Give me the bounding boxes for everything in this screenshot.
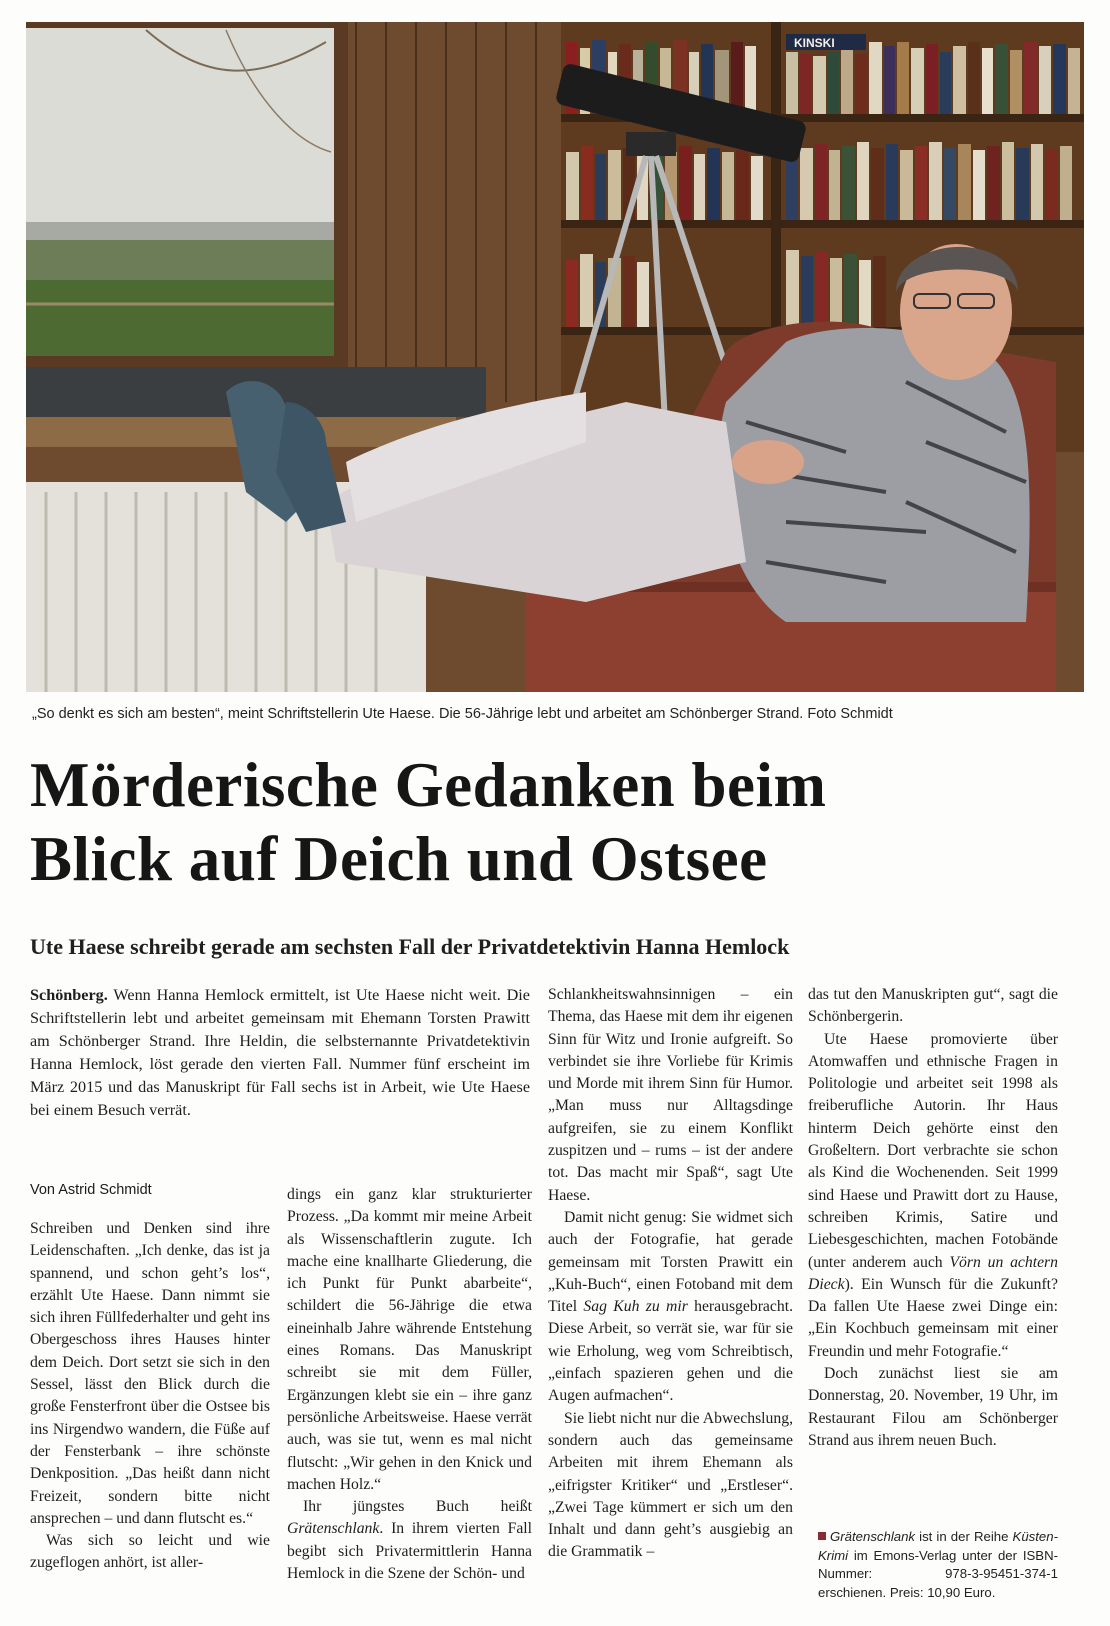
article-subheadline: Ute Haese schreibt gerade am sechsten Fall der Privatdetektivin Hanna Hemlock <box>30 934 790 959</box>
headline-line-2: Blick auf Deich und Ostsee <box>30 824 768 894</box>
book-info-box <box>818 1528 1058 1602</box>
text-column-3 <box>548 984 793 1564</box>
text-span: . In ihrem vierten Fall begibt sich Privatermittlerin Hanna Hemlock in die Szene der Schön- und <box>287 1520 532 1583</box>
book-title: Grätenschlank <box>287 1520 380 1538</box>
infobox-book-title: Grätenschlank <box>830 1529 916 1544</box>
paragraph <box>287 1496 532 1585</box>
article-headline <box>30 748 1090 896</box>
article-byline: Von Astrid Schmidt <box>30 1182 152 1198</box>
paragraph: Schlankheitswahnsinnigen – ein Thema, das Haese mit dem ihr eigenen Sinn für Witz und Ironie aufgreift. So verbindet sie ihre Vorliebe für Krimis und Morde mit ihrem Sinn für Humor. „Man muss nur Alltagsdinge aufgreifen, sie zu einem Konflikt zuspitzen und – rums – ist der andere tot. Das macht mir Spaß“, sagt Ute Haese. <box>548 986 793 1204</box>
article-lead <box>30 984 530 1122</box>
infobox-series: Küsten-Krimi <box>818 1529 1058 1563</box>
text-column-2 <box>287 1184 532 1585</box>
paragraph: das tut den Manuskripten gut“, sagt die Schönbergerin. <box>808 986 1058 1026</box>
paragraph <box>548 1207 793 1408</box>
text-span: im Emons-Verlag unter der ISBN-Nummer: 978-3-95451-374-1 erschienen. Preis: 10,90 Euro. <box>818 1547 1058 1600</box>
text-column-1 <box>30 1218 270 1575</box>
headline-line-1: Mörderische Gedanken beim <box>30 750 827 820</box>
lead-dateline: Schönberg. <box>30 986 108 1004</box>
lead-text: Wenn Hanna Hemlock ermittelt, ist Ute Haese nicht weit. Die Schriftstellerin lebt und arbeitet gemeinsam mit Ehemann Torsten Prawitt am Schönberger Strand. Ihre Heldin, die selbsternannte Privatdetektivin Hanna Hemlock, löst gerade den vierten Fall. Nummer fünf erscheint im März 2015 und das Manuskript für Fall sechs ist in Arbeit, wie Ute Haese bei einem Besuch verrät. <box>30 986 530 1119</box>
paragraph <box>808 1029 1058 1363</box>
paragraph: Schreiben und Denken sind ihre Leidenschaften. „Ich denke, das ist ja spannend, und schon geht’s los“, erzählt Ute Haese. Dann nimmt sie sich ihren Füllfederhalter und geht ins Obergeschoss ihres Hauses hinter dem Deich. Dort setzt sie sich in den Sessel, lässt den Blick durch die große Fensterfront über die Ostsee bis ins Nirgendwo wandern, die Füße auf der Fensterbank – ihre schönste Denkposition. „Das heißt dann nicht Freizeit, sondern bitte nicht ansprechen – und dann flutscht es.“ <box>30 1220 270 1527</box>
photo-caption: „So denkt es sich am besten“, meint Schriftstellerin Ute Haese. Die 56-Jährige lebt und arbeitet am Schönberger Strand. Foto Schmidt <box>32 706 893 722</box>
book-title: Vörn un achtern Dieck <box>808 1253 1058 1293</box>
text-span: Ihr jüngstes Buch heißt <box>303 1498 532 1516</box>
text-column-4 <box>808 984 1058 1452</box>
text-span: ). Ein Wunsch für die Zukunft? Da fallen Ute Haese zwei Dinge ein: „Ein Kochbuch gemeinsam mit einer Freundin und mehr Fotografie.“ <box>808 1275 1058 1360</box>
paragraph: Doch zunächst liest sie am Donnerstag, 20. November, 19 Uhr, im Restaurant Filou am Schönberger Strand aus ihrem neuen Buch. <box>808 1365 1058 1449</box>
paragraph: Was sich so leicht und wie zugeflogen anhört, ist aller- <box>30 1532 270 1572</box>
bullet-square-icon <box>818 1532 826 1540</box>
text-span: Ute Haese promovierte über Atomwaffen und ethnische Fragen in Politologie und arbeitet seit 1998 als freiberufliche Autorin. Ihr Haus hinterm Deich gehörte einst den Großeltern. Dort verbrachte sie schon als Kind die Wochenenden. Seit 1999 sind Haese und Prawitt dort zu Hause, schreiben Krimis, Satire und Liebesgeschichten, machen Fotobände (unter anderem auch <box>808 1030 1058 1271</box>
article-photo <box>26 22 1084 692</box>
text-span: herausgebracht. Diese Arbeit, so verrät sie, war für sie wie Erholung, weg vom Schreibtisch, „einfach spazieren gehen und die Augen aufmachen“. <box>548 1298 793 1405</box>
book-title: Sag Kuh zu mir <box>583 1298 688 1316</box>
paragraph: dings ein ganz klar strukturierter Prozess. „Da kommt mir meine Arbeit als Wissenschaftlerin zugute. Ich mache eine knallharte Gliederung, die ich Punkt für Punkt abarbeite“, schildert die 56-Jährige die etwa eineinhalb Jahre währende Entstehung eines Romans. Das Manuskript schreibt sie mit dem Füller, Ergänzungen klebt sie ein – ihre ganz persönliche Arbeitsweise. Haese verrät auch, was sie tut, wenn es mal nicht flutscht: „Wir gehen in den Knick und machen Holz.“ <box>287 1186 532 1493</box>
text-span: ist in der Reihe <box>915 1529 1013 1544</box>
text-span: Damit nicht genug: Sie widmet sich auch der Fotografie, hat gerade gemeinsam mit Torsten Prawitt ein „Kuh-Buch“, einen Fotoband mit dem Titel <box>548 1208 793 1316</box>
paragraph: Sie liebt nicht nur die Abwechslung, sondern auch das gemeinsame Arbeiten mit ihrem Ehemann als „eifrigster Kritiker“ und „Erstleser“. „Zwei Tage kümmert er sich um den Inhalt und dann geht’s ausgiebig an die Grammatik – <box>548 1409 793 1561</box>
book-spine-kinski: KINSKI <box>794 36 835 50</box>
